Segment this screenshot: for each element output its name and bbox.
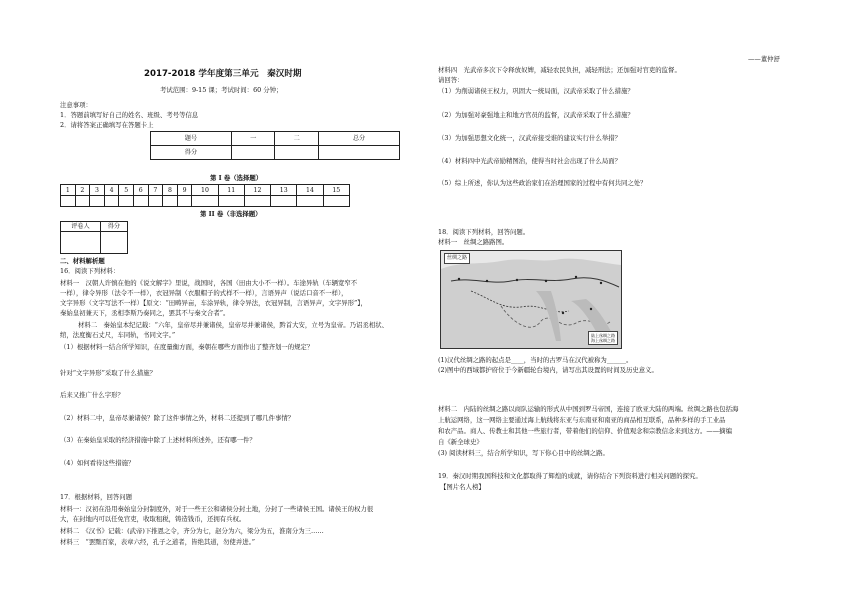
answer-blank-cell[interactable] [271, 196, 297, 207]
score-table-cell: 总分 [319, 132, 400, 146]
score-blank-cell[interactable] [231, 146, 275, 160]
answer-blank-cell[interactable] [218, 196, 244, 207]
score-table-cell: 得分 [151, 146, 232, 160]
answer-number-cell: 3 [90, 185, 105, 196]
answer-blank-cell[interactable] [192, 196, 218, 207]
q17-title: 17．根据材料，回答问题 [60, 493, 133, 501]
legend-sea-route: 海上丝绸之路 [591, 338, 615, 343]
grader-cell: 得分 [100, 222, 127, 232]
q16-material1-line: 文字异形（文字写法不一样）【原文：“田畴异亩，车涂异轨，律令异法，衣冠异制，言语异声，文字异形”】， [60, 299, 367, 307]
top-attribution: ——董仲舒 [748, 55, 780, 63]
answer-number-cell: 4 [104, 185, 119, 196]
q18-material1: 材料一 丝绸之路路图。 [438, 238, 509, 246]
answer-blank-cell[interactable] [119, 196, 134, 207]
part1-title: 第 I 卷（选择题） [210, 174, 263, 182]
q19-title: 19．秦汉时期我国科技和文化都取得了辉煌的成就，请你结合下列资料进行相关问题的探究。 [438, 472, 702, 480]
answer-blank-cell[interactable] [61, 196, 76, 207]
answer-blank-cell[interactable] [163, 196, 178, 207]
q17-question: （1）为削弱诸侯王权力，巩固大一统局面，汉武帝采取了什么措施？ [438, 87, 634, 95]
q16-question: （3）在秦始皇采取的经济措施中除了上述材料所述外，还有哪一件？ [60, 436, 256, 444]
answer-number-cell: 7 [148, 185, 163, 196]
q17-question: （3）为加强思想文化统一，汉武帝接受谁的建议实行什么举措？ [438, 134, 622, 142]
q16-material1-line: 一样），律令异形（法令不一样），衣冠异制（衣服帽子的式样不一样），言语异声（说话口音不一样）， [60, 289, 348, 297]
q18-question: (1)汉代丝绸之路的起点是____，当时的古罗马在汉代被称为______。 [438, 356, 633, 364]
ask-label: 请回答： [438, 76, 464, 84]
answer-number-cell: 6 [133, 185, 148, 196]
q16-question: 针对“文字异形”采取了什么措施？ [60, 369, 157, 377]
silk-road-map [440, 250, 622, 349]
q16-question: （4）如何看待这些措施？ [60, 459, 135, 467]
q17-material1-line: 大，在封地内可以任免官吏，收取租税，铸造钱币，还拥有兵权。 [60, 515, 246, 523]
answer-number-cell: 13 [271, 185, 297, 196]
score-table-cell: 二 [275, 132, 319, 146]
q18-material2-line: 上航运网络，这一网络主要通过海上航线将东亚与东南亚和南亚的商品相互联系，品种多样的手工业品 [438, 416, 726, 424]
q16-material2-line: 绾，法度衡石丈尺，车同轨，书同文字。” [60, 331, 176, 339]
note-item: 1．答题前填写好自己的姓名、班级、考号等信息 [60, 111, 199, 119]
answer-number-cell: 10 [192, 185, 218, 196]
answer-blank-cell[interactable] [148, 196, 163, 207]
answer-blank-cell[interactable] [104, 196, 119, 207]
q16-material2-line: 材料二 秦始皇本纪记载：“六年，皇帝尽并兼诸侯，皇帝尽并兼诸侯，黔首大安，立号为皇帝。乃诏丞相状、 [78, 321, 389, 329]
q17-question: （2）为加强对豪强地主和地方官员的监督，汉武帝采取了什么措施？ [438, 111, 634, 119]
q16-material1-line: 秦始皇初兼天下，丞相李斯乃奏同之，罢其不与秦文合者”。 [60, 309, 230, 317]
q18-material2-line: 材料二 内陆的丝绸之路以商队运输的形式从中国到罗马帝国，连接了欧亚大陆的两端。丝绸之路也包括海 [438, 405, 739, 413]
q16-question: （2）材料二中，皇帝尽兼诸侯？除了这件事情之外，材料二还提到了哪几件事情？ [60, 414, 295, 422]
exam-title: 2017-2018 学年度第三单元 秦汉时期 [144, 69, 302, 79]
q18-material2-line: 和农产品。商人、传教士和其他一些旅行者，带着他们的信仰、价值观念和宗教信念来到这方。——摘编 [438, 427, 732, 435]
answer-number-cell: 9 [177, 185, 192, 196]
note-item: 2．请将答案正确填写在答题卡上 [60, 121, 154, 129]
q19-subtitle: 【图片名人榜】 [440, 483, 485, 491]
answer-blank-cell[interactable] [90, 196, 105, 207]
q17-question: （4）材料四中光武帝励精图治，使得当时社会出现了什么局面？ [438, 157, 622, 165]
q17-material2: 材料二 《汉书》记载：(武帝)下推恩之令，齐分为七，赵分为六，梁分为五，淮南分为三…… [60, 527, 324, 535]
q17-material4: 材料四 光武帝多次下令释放奴婢，减轻农民负担，减轻刑法；还加强对官吏的监督。 [438, 66, 681, 74]
score-table-cell: 题号 [151, 132, 232, 146]
score-blank-cell[interactable] [275, 146, 319, 160]
q17-material1-line: 材料一：汉初在沿用秦始皇分封制度外，对于一些王公和诸侯分封土地，分封了一些诸侯王国。诸侯王的权力很 [60, 505, 374, 513]
answer-blank-cell[interactable] [323, 196, 349, 207]
q18-title: 18．阅读下列材料，回答问题。 [438, 228, 530, 236]
score-table-cell: 一 [231, 132, 275, 146]
map-title: 丝绸之路 [444, 253, 470, 264]
answer-number-cell: 1 [61, 185, 76, 196]
notes-header: 注意事项： [60, 101, 92, 109]
score-table [150, 131, 400, 160]
answer-number-cell: 14 [297, 185, 323, 196]
q16-question: 后来又推广什么字形？ [60, 391, 124, 399]
part2-title: 第 II 卷（非选择题） [200, 210, 262, 218]
grader-blank-cell[interactable] [100, 232, 127, 254]
grader-table [60, 221, 128, 254]
grader-cell: 评卷人 [61, 222, 101, 232]
answer-blank-cell[interactable] [133, 196, 148, 207]
answer-number-cell: 15 [323, 185, 349, 196]
answer-number-cell: 8 [163, 185, 178, 196]
q17-question: （5）综上所述，你认为这些政治家们在治理国家的过程中有何共同之处？ [438, 179, 647, 187]
answer-blank-cell[interactable] [297, 196, 323, 207]
answer-number-cell: 11 [218, 185, 244, 196]
answer-grid [60, 184, 350, 207]
q16-title: 16．阅读下列材料： [60, 267, 120, 275]
answer-number-cell: 5 [119, 185, 134, 196]
score-blank-cell[interactable] [319, 146, 400, 160]
answer-number-cell: 2 [75, 185, 90, 196]
q18-material2-line: 自《新全球史》 [438, 438, 483, 446]
answer-blank-cell[interactable] [177, 196, 192, 207]
q16-material1-line: 材料一 汉朝人许慎在他的《说文解字》里说，战国时，各国（田由大小不一样）。车途异轨（车辆宽窄不 [60, 279, 358, 287]
q17-material3: 材料三 “罢黜百家，表章六经，孔子之道者，皆绝其道，勿使并进。” [60, 538, 256, 546]
q16-question: （1）根据材料一结合所学知识，在度量衡方面，秦朝在哪些方面作出了整齐划一的规定？ [60, 343, 314, 351]
answer-blank-cell[interactable] [244, 196, 270, 207]
answer-blank-cell[interactable] [75, 196, 90, 207]
section-title: 二、材料解析题 [60, 257, 105, 265]
answer-number-cell: 12 [244, 185, 270, 196]
map-legend [588, 331, 618, 345]
q18-question: (2)图中的西域都护府位于今新疆轮台境内，请写出其设置的时间及历史意义。 [438, 366, 658, 374]
q18-question: (3) 阅读材料三，结合所学知识，写下你心目中的丝绸之路。 [438, 449, 609, 457]
exam-meta: 考试范围：9-15 课；考试时间：60 分钟； [160, 86, 283, 94]
grader-blank-cell[interactable] [61, 232, 101, 254]
legend-land-route: 陆上丝绸之路 [591, 333, 615, 338]
